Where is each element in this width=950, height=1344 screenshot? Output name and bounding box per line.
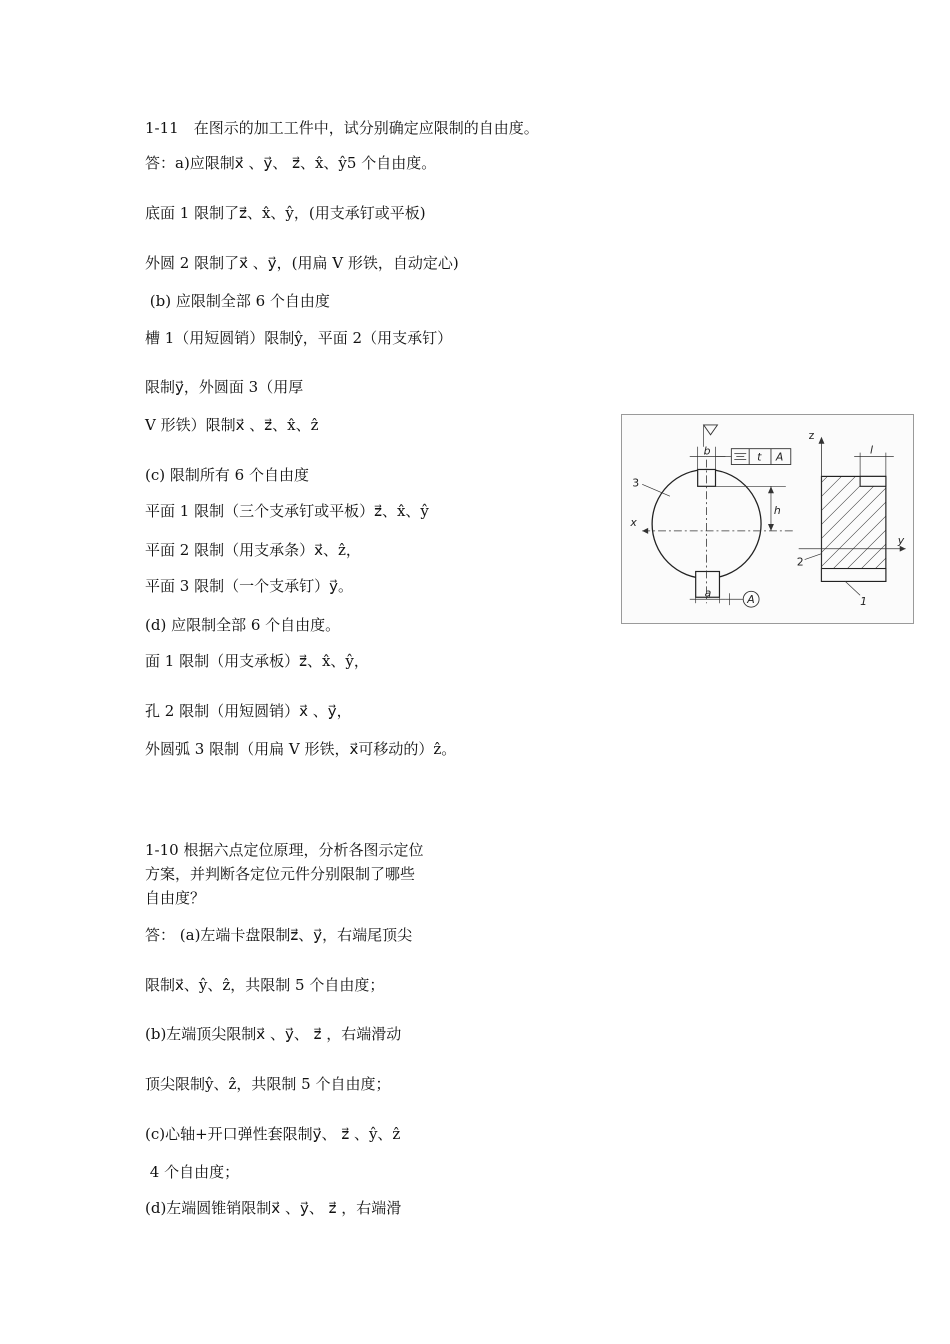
answer-c-line: (c)心轴+开口弹性套限制y⃗、 z⃗ 、ŷ、ẑ (145, 1125, 401, 1143)
answer-a-line: 答： (a)左端卡盘限制z⃗、y⃗，右端尾顶尖 (145, 926, 413, 944)
side-view-body (821, 476, 885, 581)
answer-d-line: (d) 应限制全部 6 个自由度。 (145, 616, 341, 634)
label-2: 2 (796, 555, 804, 569)
text-line: 方案，并判断各定位元件分别限制了哪些 (145, 865, 416, 883)
text-line: 顶尖限制ŷ、ẑ，共限制 5 个自由度； (145, 1075, 391, 1093)
label-A-frame: A (775, 450, 784, 464)
surface-finish-icon (704, 425, 718, 435)
axis-x-label: x (630, 515, 637, 529)
axis-z-label: z (808, 428, 815, 442)
label-a: a (704, 586, 712, 600)
label-3: 3 (632, 476, 640, 490)
axis-y-label: y (897, 533, 905, 547)
answer-d-line: (d)左端圆锥销限制x⃗ 、y⃗、 z⃗ ，右端滑 (145, 1199, 402, 1217)
text-line: 面 1 限制（用支承板）z⃗、x̂、ŷ， (145, 652, 369, 670)
workpiece-figure (621, 414, 914, 624)
text-line: 孔 2 限制（用短圆销）x⃗ 、y⃗， (145, 702, 352, 720)
label-h: h (773, 504, 781, 518)
label-b: b (703, 444, 711, 458)
label-l-top: l (870, 443, 874, 457)
workpiece-drawing (622, 415, 913, 623)
text-line: 槽 1（用短圆销）限制ŷ，平面 2（用支承钉） (145, 329, 453, 347)
text-line: 外圆 2 限制了x⃗ 、y⃗，(用扁 V 形铁，自动定心) (145, 254, 459, 272)
text-line: 底面 1 限制了z⃗、x̂、ŷ，(用支承钉或平板) (145, 204, 426, 222)
problem-1-11-title: 1-11 在图示的加工工件中，试分别确定应限制的自由度。 (145, 119, 539, 137)
text-line: 限制y⃗，外圆面 3（用厚 (145, 378, 304, 396)
text-line: V 形铁）限制x⃗ 、z⃗、x̂、ẑ (145, 416, 319, 434)
text-line: 自由度？ (145, 889, 206, 907)
problem-1-10-title: 1-10 根据六点定位原理，分析各图示定位 (145, 841, 424, 859)
text-line: 平面 3 限制（一个支承钉）y⃗。 (145, 577, 353, 595)
answer-a-line: 答：a)应限制x⃗ 、y⃗、 z⃗、x̂、ŷ5 个自由度。 (145, 154, 437, 172)
label-A-datum: A (747, 593, 755, 607)
answer-b-line: (b) 应限制全部 6 个自由度 (145, 292, 330, 310)
text-line: 平面 1 限制（三个支承钉或平板）z⃗、x̂、ŷ (145, 502, 429, 520)
text-line: 4 个自由度； (145, 1163, 240, 1181)
text-line: 平面 2 限制（用支承条）x⃗、ẑ， (145, 541, 361, 559)
answer-c-line: (c) 限制所有 6 个自由度 (145, 466, 309, 484)
label-1: 1 (860, 595, 868, 609)
text-line: 限制x⃗、ŷ、ẑ，共限制 5 个自由度； (145, 976, 385, 994)
label-t: t (757, 450, 762, 464)
text-line: 外圆弧 3 限制（用扁 V 形铁，x⃗可移动的）ẑ。 (145, 740, 457, 758)
answer-b-line: (b)左端顶尖限制x⃗ 、y⃗、 z⃗ ，右端滑动 (145, 1025, 402, 1043)
